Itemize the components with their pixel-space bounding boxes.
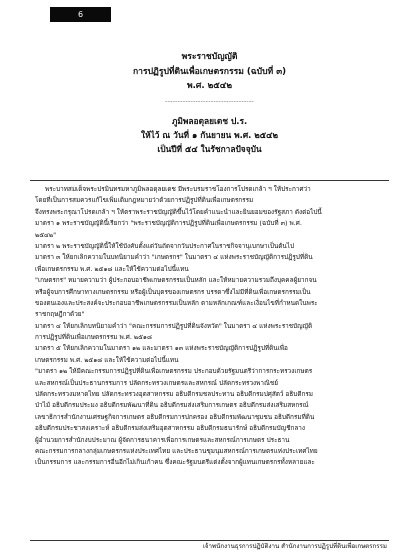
body-line: การปฏิรูปที่ดินเพื่อเกษตรกรรม พ.ศ. ๒๕๑๘ [35,333,152,342]
body-line: เกษตรกรรม พ.ศ. ๒๕๑๘ และให้ใช้ความต่อไปนี้แทน [35,355,179,364]
king-signature: ภูมิพลอดุลยเดช ป.ร. [171,116,248,126]
body-line: "เกษตรกร" หมายความว่า ผู้ประกอบอาชีพเกษตรกรรมเป็นหลัก และให้หมายความรวมถึงบุคคลผู้ยากจน [35,276,317,285]
body-line: จึงทรงพระกรุณาโปรดเกล้า ฯ ให้ตราพระราชบัญญัติขึ้นไว้โดยคำแนะนำและยินยอมของรัฐสภา ดังต่อไปนี้ [35,207,322,216]
body-line: โดยที่เป็นการสมควรแก้ไขเพิ่มเติมกฎหมายว่าด้วยการปฏิรูปที่ดินเพื่อเกษตรกรรม [35,196,254,205]
body-line: เลขาธิการสำนักงานเศรษฐกิจการเกษตร อธิบดีกรมการปกครอง อธิบดีกรมพัฒนาชุมชน อธิบดีกรมที่ดิน [35,412,315,421]
page-footer: เจ้าพนักงานธุรการปฏิบัติงาน สำนักงานการปฏิรูปที่ดินเพื่อเกษตรกรรม [202,543,387,550]
body-line: คณะกรรมการกลางกลุ่มเกษตรกรแห่งประเทศไทย และประธานชุมนุมสหกรณ์การเกษตรแห่งประเทศไทย [35,446,318,455]
body-line: และสหกรณ์เป็นประธานกรรมการ ปลัดกระทรวงเกษตรและสหกรณ์ ปลัดกระทรวงพาณิชย์ [35,378,278,387]
body-line: "มาตรา ๑๒ ให้มีคณะกรรมการปฏิรูปที่ดินเพื่อเกษตรกรรม ประกอบด้วยรัฐมนตรีว่าการกระทรวงเกษตร [35,367,313,376]
body-line: ปลัดกระทรวงมหาดไทย ปลัดกระทรวงอุตสาหกรรม อธิบดีกรมชลประทาน อธิบดีกรมปศุสัตว์ อธิบดีกรม [35,390,313,399]
page-number-tab [50,7,111,22]
document-year: พ.ศ. ๒๕๔๒ [187,81,232,91]
body-line: หรือผู้จบการศึกษาทางเกษตรกรรม หรือผู้เป็นบุตรของเกษตรกร บรรดาซึ่งไม่มีที่ดินเพื่อเกษตรกรรมเป็น [35,287,311,296]
body-line: ป่าไม้ อธิบดีกรมประมง อธิบดีกรมพัฒนาที่ดิน อธิบดีกรมส่งเสริมการเกษตร อธิบดีกรมส่งเสริมสหกรณ์ [35,401,309,410]
body-line: ผู้อำนวยการสำนักงบประมาณ ผู้จัดการธนาคารเพื่อการเกษตรและสหกรณ์การเกษตร ประธาน [35,435,290,444]
body-line: มาตรา ๔ ให้ยกเลิกบทนิยามคำว่า "คณะกรรมการปฏิรูปที่ดินจังหวัด" ในมาตรา ๔ แห่งพระราชบัญญัติ [35,321,313,330]
document-header [40,50,379,156]
body-line: มาตรา ๑ พระราชบัญญัตินี้เรียกว่า "พระราชบัญญัติการปฏิรูปที่ดินเพื่อเกษตรกรรม (ฉบับที่ ๓) พ.ศ. [35,219,302,228]
body-line: พระบาทสมเด็จพระปรมินทรมหาภูมิพลอดุลยเดช มีพระบรมราชโองการโปรดเกล้า ฯ ให้ประกาศว่า [45,185,311,193]
header-divider [30,180,389,181]
document-subtitle: การปฏิรูปที่ดินเพื่อเกษตรกรรม (ฉบับที่ ๓) [132,66,287,77]
body-line: ของตนเองและประสงค์จะประกอบอาชีพเกษตรกรรมเป็นหลัก ตามหลักเกณฑ์และเงื่อนไขที่กำหนดในพระ [35,298,318,307]
body-line: มาตรา ๓ ให้ยกเลิกความในบทนิยามคำว่า "เกษตรกร" ในมาตรา ๔ แห่งพระราชบัญญัติการปฏิรูปที่ดิน [35,253,313,262]
body-line: มาตรา ๒ พระราชบัญญัตินี้ให้ใช้บังคับตั้งแต่วันถัดจากวันประกาศในราชกิจจานุเบกษาเป็นต้นไป [35,241,295,250]
page-number: 6 [77,10,84,19]
body-line: เป็นกรรมการ และกรรมการอื่นอีกไม่เกินเก้าคน ซึ่งคณะรัฐมนตรีแต่งตั้งจากผู้แทนเกษตรกรทั้งหลายและ [35,458,315,467]
body-line: ราชกฤษฎีกาด้วย" [35,310,85,319]
document-body [35,184,395,469]
body-line: อธิบดีกรมประชาสงเคราะห์ อธิบดีกรมส่งเสริมอุตสาหกรรม อธิบดีกรมธนารักษ์ อธิบดีกรมบัญชีกลาง [35,424,306,433]
given-date: ให้ไว้ ณ วันที่ ๑ กันยายน พ.ศ. ๒๕๔๒ [140,130,278,140]
header-separator: ----------------------------------- [164,96,255,105]
body-line: มาตรา ๕ ให้ยกเลิกความในมาตรา ๑๒ และมาตรา ๑๓ แห่งพระราชบัญญัติการปฏิรูปที่ดินเพื่อ [35,344,288,353]
reign-year: เป็นปีที่ ๕๔ ในรัชกาลปัจจุบัน [157,144,262,154]
body-line: เพื่อเกษตรกรรม พ.ศ. ๒๕๑๘ และให้ใช้ความต่อไปนี้แทน [35,264,189,273]
document-title: พระราชบัญญัติ [181,52,238,62]
footer-divider [30,540,389,541]
body-line: ๒๕๔๒" [35,230,57,239]
